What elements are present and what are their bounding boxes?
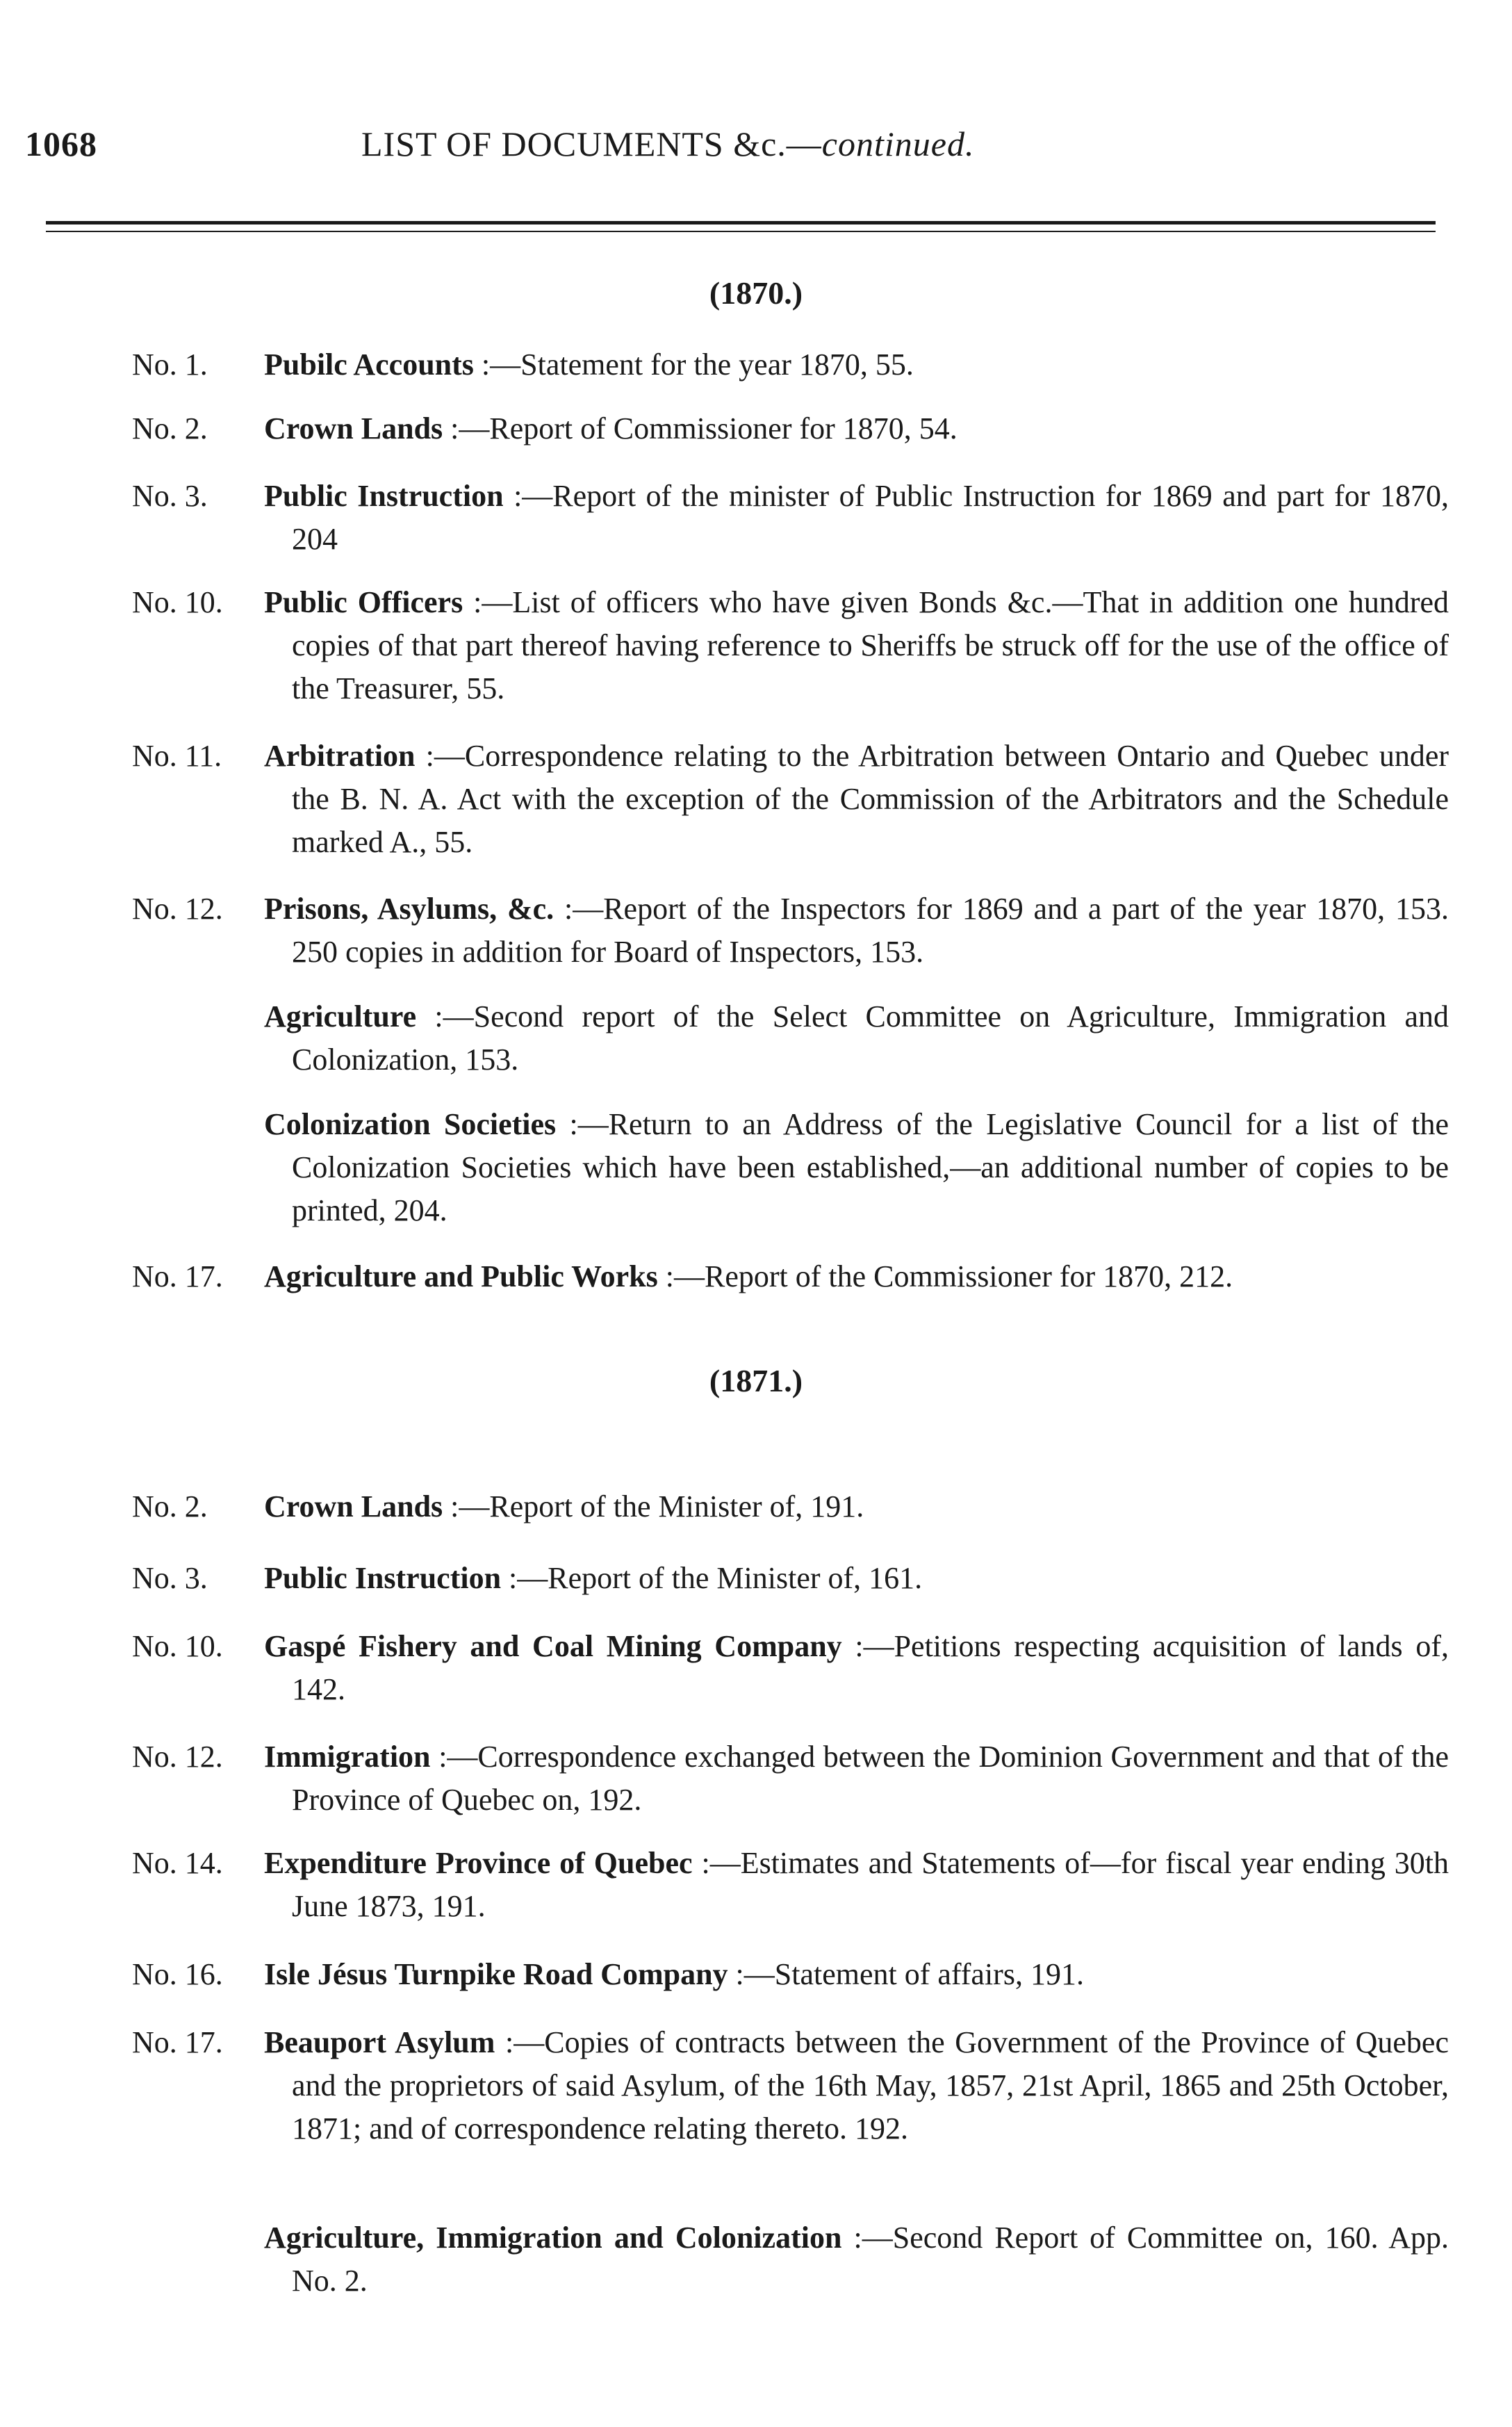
entry-text: :—Correspondence exchanged between the Dominion Government and that of the Province of Quebec on, 192. bbox=[292, 1740, 1449, 1817]
entry-body bbox=[264, 1842, 1449, 1928]
list-item bbox=[132, 2021, 1449, 2150]
entry-title: Crown Lands bbox=[264, 411, 451, 446]
list-item bbox=[132, 1625, 1449, 1711]
entry-body bbox=[264, 2021, 1449, 2150]
entry-number: No. 1. bbox=[132, 348, 208, 382]
list-item bbox=[132, 1103, 1449, 1232]
entry-title: Public Instruction bbox=[264, 479, 514, 513]
entry-body bbox=[264, 475, 1449, 561]
entry-title: Public Officers bbox=[264, 585, 474, 619]
entry-body bbox=[264, 407, 1449, 450]
list-item bbox=[132, 1485, 1449, 1528]
entry-title: Prisons, Asylums, &c. bbox=[264, 892, 564, 926]
header-rule-thick bbox=[46, 221, 1436, 224]
entry-title: Crown Lands bbox=[264, 1489, 451, 1523]
list-item bbox=[132, 407, 1449, 450]
entry-text: :—Report of Commissioner for 1870, 54. bbox=[450, 411, 958, 446]
entry-body bbox=[264, 1557, 1449, 1600]
entry-number: No. 3. bbox=[132, 1561, 208, 1595]
entry-number: No. 2. bbox=[132, 1489, 208, 1523]
entry-text: :—Second Report of Committee on, 160. App. No. 2. bbox=[292, 2221, 1449, 2298]
section-year-heading: (1871.) bbox=[709, 1363, 803, 1398]
entry-title: Agriculture bbox=[264, 999, 435, 1033]
entry-text: :—Second report of the Select Committee on Agriculture, Immigration and Colonization, 153. bbox=[292, 999, 1449, 1077]
list-item bbox=[132, 475, 1449, 561]
entry-title: Agriculture, Immigration and Colonization bbox=[264, 2221, 854, 2255]
entry-text: :—Report of the minister of Public Instruction for 1869 and part for 1870, 204 bbox=[292, 479, 1449, 556]
list-item bbox=[132, 735, 1449, 864]
entry-text: :—List of officers who have given Bonds &c.—That in addition one hundred copies of that part thereof having reference to Sheriffs be struck off for the use of the office of the Treasurer, 55. bbox=[292, 585, 1449, 705]
list-item bbox=[132, 1255, 1449, 1298]
running-head-continued: continued. bbox=[821, 124, 975, 163]
entry-title: Pubilc Accounts bbox=[264, 348, 482, 382]
list-item bbox=[132, 1557, 1449, 1600]
entry-body bbox=[264, 581, 1449, 710]
entry-number: No. 14. bbox=[132, 1846, 223, 1880]
list-item bbox=[132, 581, 1449, 710]
entry-number: No. 12. bbox=[132, 892, 223, 926]
entry-body bbox=[264, 1953, 1449, 1996]
entry-number: No. 11. bbox=[132, 739, 222, 773]
header-rule-thin bbox=[46, 231, 1436, 232]
list-item bbox=[132, 2216, 1449, 2303]
entry-title: Public Instruction bbox=[264, 1561, 509, 1595]
entry-title: Colonization Societies bbox=[264, 1107, 570, 1141]
entry-text: :—Copies of contracts between the Government of the Province of Quebec and the proprietors of said Asylum, of the 16th May, 1857, 21st April, 1865 and 25th October, 1871; and of correspondence relating thereto. 192. bbox=[292, 2025, 1449, 2146]
section-year-heading: (1870.) bbox=[709, 275, 803, 311]
entry-number: No. 10. bbox=[132, 585, 223, 619]
list-item bbox=[132, 995, 1449, 1081]
entry-number: No. 17. bbox=[132, 2025, 223, 2059]
running-head bbox=[361, 124, 974, 164]
list-item bbox=[132, 1953, 1449, 1996]
entry-title: Isle Jésus Turnpike Road Company bbox=[264, 1957, 736, 1991]
list-item bbox=[132, 1842, 1449, 1928]
entry-text: :—Petitions respecting acquisition of lands of, 142. bbox=[292, 1629, 1449, 1706]
entry-title: Agriculture and Public Works bbox=[264, 1259, 666, 1293]
entry-number: No. 2. bbox=[132, 411, 208, 446]
entry-text: :—Report of the Minister of, 161. bbox=[509, 1561, 923, 1595]
page-number: 1068 bbox=[25, 124, 97, 163]
entry-text: :—Report of the Minister of, 191. bbox=[450, 1489, 864, 1523]
entry-body bbox=[264, 2216, 1449, 2303]
entry-number: No. 10. bbox=[132, 1629, 223, 1663]
entry-body bbox=[264, 1103, 1449, 1232]
entry-body bbox=[264, 1735, 1449, 1822]
entry-body bbox=[264, 343, 1449, 386]
entry-title: Beauport Asylum bbox=[264, 2025, 506, 2059]
entry-text: :—Statement of affairs, 191. bbox=[735, 1957, 1084, 1991]
list-item bbox=[132, 343, 1449, 386]
entry-body bbox=[264, 1485, 1449, 1528]
entry-title: Expenditure Province of Quebec bbox=[264, 1846, 702, 1880]
entry-body bbox=[264, 1625, 1449, 1711]
entry-text: :—Report of the Commissioner for 1870, 212. bbox=[665, 1259, 1233, 1293]
entry-title: Gaspé Fishery and Coal Mining Company bbox=[264, 1629, 855, 1663]
entry-title: Arbitration bbox=[264, 739, 426, 773]
entry-body bbox=[264, 1255, 1449, 1298]
entry-text: :—Report of the Inspectors for 1869 and a part of the year 1870, 153. 250 copies in addition for Board of Inspectors, 153. bbox=[292, 892, 1449, 969]
entry-text: :—Estimates and Statements of—for fiscal year ending 30th June 1873, 191. bbox=[292, 1846, 1449, 1923]
list-item bbox=[132, 1735, 1449, 1822]
entry-number: No. 12. bbox=[132, 1740, 223, 1774]
list-item bbox=[132, 888, 1449, 974]
entry-body bbox=[264, 888, 1449, 974]
entry-title: Immigration bbox=[264, 1740, 439, 1774]
entry-number: No. 3. bbox=[132, 479, 208, 513]
entry-text: :—Statement for the year 1870, 55. bbox=[481, 348, 914, 382]
entry-number: No. 16. bbox=[132, 1957, 223, 1991]
entry-text: :—Correspondence relating to the Arbitration between Ontario and Quebec under the B. N. A. Act with the exception of the Commission of the Arbitrators and the Schedule marked A., 55. bbox=[292, 739, 1449, 859]
entry-body bbox=[264, 995, 1449, 1081]
entry-body bbox=[264, 735, 1449, 864]
running-head-title: LIST OF DOCUMENTS &c.— bbox=[361, 124, 822, 163]
entry-number: No. 17. bbox=[132, 1259, 223, 1293]
entry-text: :—Return to an Address of the Legislative Council for a list of the Colonization Societies which have been established,—an additional number of copies to be printed, 204. bbox=[292, 1107, 1449, 1227]
